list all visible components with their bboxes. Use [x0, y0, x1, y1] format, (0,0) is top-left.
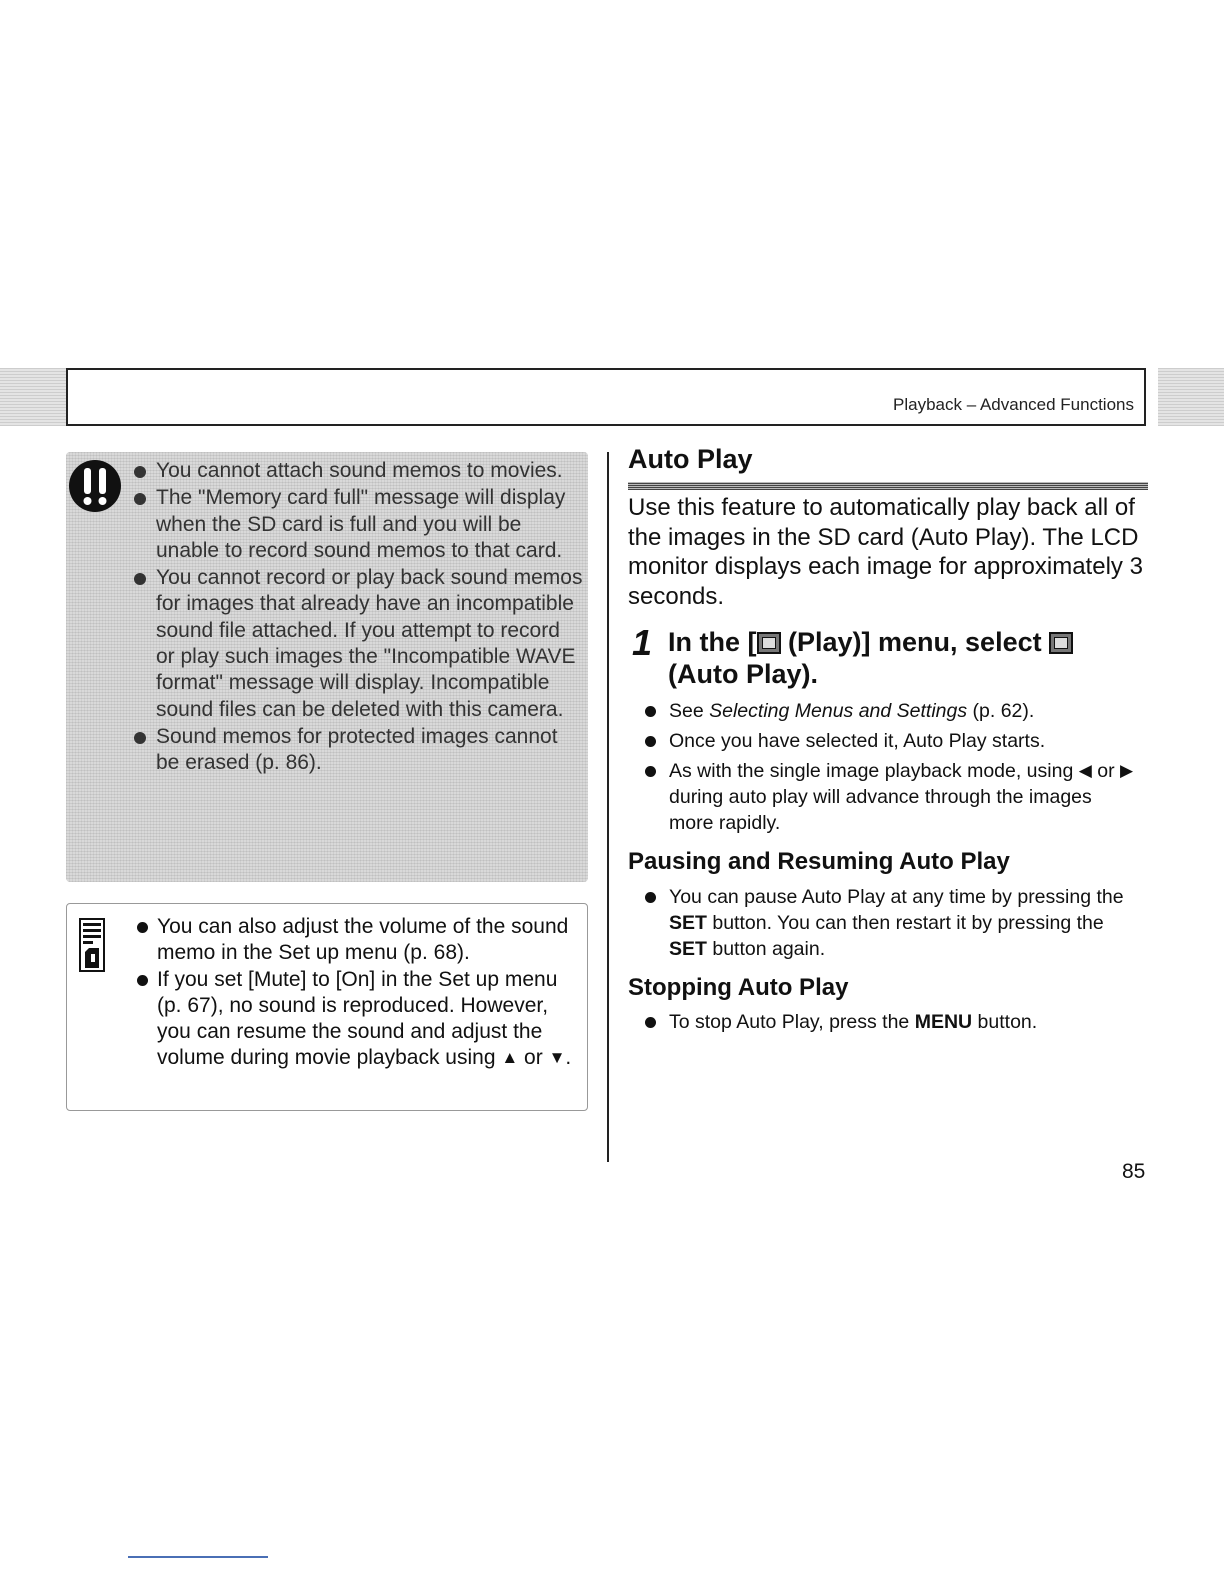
list-item: Once you have selected it, Auto Play starts. — [645, 728, 1135, 754]
right-arrow-icon: ▶ — [1120, 761, 1134, 780]
list-item: See Selecting Menus and Settings (p. 62). — [645, 698, 1135, 724]
play-menu-icon — [757, 632, 781, 654]
intro-paragraph: Use this feature to automatically play back all of the images in the SD card (Auto Play). The LCD monitor displays each image for approximately 3 seconds. — [628, 494, 1143, 610]
stopping-list — [645, 1009, 1135, 1039]
auto-play-icon — [1049, 632, 1073, 654]
caution-item: You cannot attach sound memos to movies. — [134, 458, 584, 484]
pausing-list — [645, 884, 1135, 966]
bullet-icon — [137, 922, 148, 933]
footer-rule — [128, 1556, 268, 1558]
memo-icon — [79, 918, 105, 972]
caution-list — [134, 458, 584, 778]
list-item: You can pause Auto Play at any time by pressing the SET button. You can then restart it by pressing the SET button again. — [645, 884, 1135, 962]
caution-box — [66, 452, 588, 882]
bullet-icon — [137, 975, 148, 986]
note-box — [66, 903, 588, 1111]
subheading-pausing: Pausing and Resuming Auto Play — [628, 848, 1010, 875]
list-item: As with the single image playback mode, using ◀ or ▶ during auto play will advance through the images more rapidly. — [645, 758, 1135, 836]
bullet-icon — [645, 892, 656, 903]
caution-item: You cannot record or play back sound memos for images that already have an incompatible sound file attached. If you attempt to record or play such images the "Incompatible WAVE format" message will display. Incompatible sound files can be deleted with this camera. — [134, 565, 584, 723]
bullet-icon — [645, 766, 656, 777]
note-item: You can also adjust the volume of the sound memo in the Set up menu (p. 68). — [137, 914, 585, 967]
up-arrow-icon: ▲ — [501, 1048, 519, 1068]
page-header — [66, 368, 1146, 426]
bullet-icon — [134, 732, 146, 744]
heading-underline — [628, 482, 1148, 490]
caution-icon — [66, 456, 124, 514]
column-divider — [607, 452, 609, 1162]
step-number: 1 — [632, 622, 653, 663]
bullet-icon — [134, 466, 146, 478]
step-title: In the [ (Play)] menu, select (Auto Play). — [668, 626, 1148, 690]
list-item: To stop Auto Play, press the MENU button. — [645, 1009, 1135, 1035]
left-arrow-icon: ◀ — [1078, 761, 1092, 780]
caution-item: Sound memos for protected images cannot be erased (p. 86). — [134, 724, 584, 777]
header-tab-left — [0, 368, 66, 426]
bullet-icon — [645, 1017, 656, 1028]
bullet-icon — [645, 706, 656, 717]
bullet-icon — [134, 493, 146, 505]
bullet-icon — [645, 736, 656, 747]
bullet-icon — [134, 573, 146, 585]
down-arrow-icon: ▼ — [548, 1048, 566, 1068]
note-list — [137, 914, 585, 1072]
step-list — [645, 698, 1135, 840]
header-tab-right — [1158, 368, 1224, 426]
section-heading: Auto Play — [628, 444, 753, 474]
subheading-stopping: Stopping Auto Play — [628, 974, 849, 1001]
section-title: Playback – Advanced Functions — [893, 395, 1134, 414]
note-item: If you set [Mute] to [On] in the Set up menu (p. 67), no sound is reproduced. However, you can resume the sound and adjust the volume during movie playback using ▲ or ▼. — [137, 967, 585, 1072]
page-number: 85 — [1122, 1160, 1146, 1183]
caution-item: The "Memory card full" message will display when the SD card is full and you will be unable to record sound memos to that card. — [134, 485, 584, 564]
